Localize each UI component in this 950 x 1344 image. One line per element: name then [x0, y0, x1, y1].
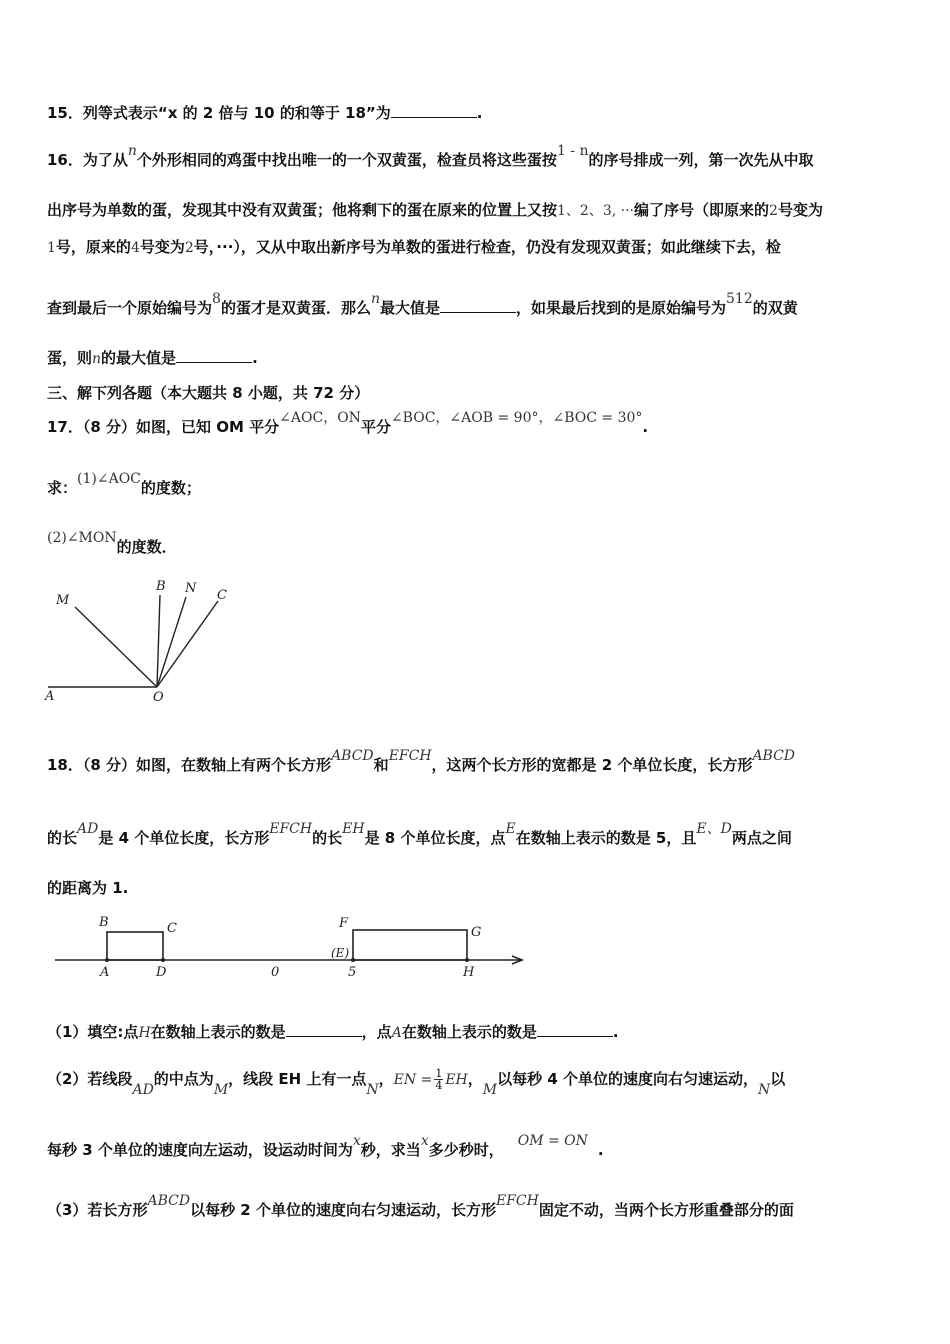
- math-sub1: (1)∠AOC: [77, 471, 141, 487]
- math-4: 4: [130, 240, 140, 256]
- q16-text: 蛋，则: [47, 349, 93, 367]
- ray-om: [75, 607, 157, 687]
- label-d: D: [156, 965, 167, 980]
- q18-text: ，: [467, 1070, 483, 1088]
- q18-text: 的长: [312, 829, 343, 847]
- label-a: A: [45, 689, 55, 704]
- label-b: B: [99, 915, 109, 930]
- q18-text: .: [612, 1023, 619, 1041]
- q18-text: 两点之间: [731, 829, 792, 847]
- q18-text: 是 4 个单位长度，长方形: [98, 829, 270, 847]
- math-512: 512: [726, 291, 753, 307]
- math-conditions: ∠BOC，∠AOB = 90°，∠BOC = 30°: [390, 410, 643, 426]
- q18-sub2-line-2: [47, 1133, 910, 1161]
- math-1: 1: [47, 240, 56, 256]
- math-e: E: [505, 821, 516, 837]
- q17-text: 的度数；: [140, 479, 201, 497]
- rect-abcd: [107, 932, 163, 960]
- math-on: ON: [337, 410, 361, 426]
- q16-text: 的最大值是: [101, 349, 177, 367]
- q18-score: （8 分）: [82, 756, 137, 774]
- math-abcd: ABCD: [752, 748, 796, 764]
- math-n: N: [366, 1082, 379, 1098]
- fraction-denominator: 4: [435, 1079, 443, 1092]
- q18-sub2-line-1: [47, 1067, 910, 1098]
- point-e: [351, 958, 355, 962]
- section-3-title: 三、解下列各题（本大题共 8 小题，共 72 分）: [47, 384, 370, 402]
- q18-text: 的长: [47, 829, 78, 847]
- label-c: C: [167, 921, 177, 936]
- q18-text: 的中点为: [153, 1070, 214, 1088]
- q18-end: .: [597, 1141, 604, 1159]
- q18-text: 每秒 3 个单位的速度向左运动，设运动时间为: [47, 1141, 353, 1159]
- rect-efgh: [353, 930, 467, 960]
- label-f: F: [339, 916, 349, 931]
- q18-line-3: [47, 878, 910, 898]
- q16-text: 的双黄: [752, 299, 798, 317]
- q16-text: 查到最后一个原始编号为: [47, 299, 213, 317]
- q16-text: 号变为: [777, 201, 823, 219]
- q18-line-2: [47, 821, 910, 849]
- label-five: 5: [348, 965, 357, 980]
- math-a: A: [391, 1025, 402, 1041]
- number-line-figure: [50, 910, 530, 982]
- math-n: n: [370, 291, 380, 307]
- q18-text: 以每秒 2 个单位的速度向右匀速运动，长方形: [190, 1201, 496, 1219]
- q18-line-1: [47, 748, 910, 776]
- label-zero: 0: [271, 965, 280, 980]
- math-x: x: [420, 1133, 429, 1149]
- q18-sub1: [47, 1022, 910, 1043]
- q16-text: 个外形相同的鸡蛋中找出唯一的一个双黄蛋，检查员将这些蛋按: [136, 151, 557, 169]
- q18-sub3: [47, 1193, 910, 1221]
- point-h: [465, 958, 469, 962]
- q18-answer-blank-a[interactable]: [537, 1022, 613, 1037]
- math-n: N: [758, 1082, 771, 1098]
- q16-line-4: [47, 291, 910, 319]
- q17-ask: 求：: [47, 479, 78, 497]
- q15-line: [47, 103, 910, 123]
- q16-line-3: [47, 237, 910, 258]
- q18-text: （1）填空:点: [47, 1023, 139, 1041]
- q18-text: 以: [770, 1070, 786, 1088]
- q18-text: ，这两个长方形的宽都是 2 个单位长度，长方形: [431, 756, 753, 774]
- math-2: 2: [184, 240, 194, 256]
- math-ad: AD: [132, 1082, 154, 1098]
- q16-text: 最大值是: [379, 299, 440, 317]
- q18-text: 在数轴上表示的数是: [150, 1023, 286, 1041]
- math-en: EN =: [393, 1072, 433, 1088]
- label-e: (E): [331, 946, 350, 960]
- point-d: [161, 958, 165, 962]
- q16-number: 16．: [47, 151, 83, 169]
- q15-answer-blank[interactable]: [391, 103, 477, 118]
- q16-text: 的蛋才是双黄蛋．那么: [220, 299, 371, 317]
- q18-text: 在数轴上表示的数是 5，且: [515, 829, 697, 847]
- math-eh: EH: [445, 1072, 468, 1088]
- q18-answer-blank-h[interactable]: [286, 1022, 362, 1037]
- q16-line-2: [47, 200, 910, 221]
- math-range: 1 - n: [556, 143, 589, 159]
- q18-text: ，线段 EH 上有一点: [228, 1070, 367, 1088]
- angle-figure: [40, 575, 240, 705]
- q18-text: （2）若线段: [47, 1070, 133, 1088]
- math-n: n: [92, 351, 102, 367]
- q16-text: .: [252, 349, 258, 367]
- math-efch: EFCH: [388, 748, 432, 764]
- q17-text: 如图，已知 OM 平分: [136, 418, 280, 436]
- point-a: [105, 958, 109, 962]
- math-abcd: ABCD: [331, 748, 374, 764]
- q17-line-3: [47, 530, 910, 558]
- math-aoc: ∠AOC，: [279, 410, 338, 426]
- math-ed: E、D: [696, 821, 732, 837]
- q15-end: .: [476, 104, 483, 122]
- q16-text: 号，···），又从中取出新序号为单数的蛋进行检查，仍没有发现双黄蛋；如此继续下去，检: [193, 238, 781, 256]
- label-m: M: [56, 593, 70, 608]
- q15-text: 列等式表示“x 的 2 倍与 10 的和等于 18”为: [82, 104, 391, 122]
- q15-number: 15．: [47, 104, 83, 122]
- q17-line-2: [47, 471, 910, 499]
- q18-text: 秒，求当: [360, 1141, 421, 1159]
- math-eh: EH: [342, 821, 365, 837]
- q18-text: ，点: [361, 1023, 392, 1041]
- q18-text: 在数轴上表示的数是: [401, 1023, 537, 1041]
- math-sub2: (2)∠MON: [47, 530, 117, 546]
- math-abcd: ABCD: [147, 1193, 191, 1209]
- label-g: G: [471, 925, 482, 940]
- q18-text: 固定不动，当两个长方形重叠部分的面: [538, 1201, 794, 1219]
- fraction-one-quarter: [434, 1068, 443, 1091]
- q18-text: 和: [373, 756, 389, 774]
- q18-text: 以每秒 4 个单位的速度向右匀速运动，: [497, 1070, 759, 1088]
- math-h: H: [138, 1025, 151, 1041]
- q16-text: 号变为: [139, 238, 185, 256]
- math-m: M: [482, 1082, 498, 1098]
- math-8: 8: [212, 291, 221, 307]
- q16-text: 号，原来的: [55, 238, 131, 256]
- q16-text: ，如果最后找到的是原始编号为: [516, 299, 727, 317]
- math-n: n: [127, 143, 137, 159]
- math-x: x: [352, 1133, 361, 1149]
- q16-line-1: [47, 143, 910, 171]
- q16-line-5: [47, 348, 910, 369]
- q16-text: 出序号为单数的蛋，发现其中没有双黄蛋；他将剩下的蛋在原来的位置上又按: [47, 201, 558, 219]
- q17-number: 17．: [47, 418, 83, 436]
- q17-text: 的度数．: [116, 538, 177, 556]
- ray-ob: [157, 595, 160, 687]
- q18-text: （3）若长方形: [47, 1201, 148, 1219]
- q17-end: .: [642, 418, 649, 436]
- q18-text: 如图，在数轴上有两个长方形: [136, 756, 332, 774]
- math-m: M: [213, 1082, 229, 1098]
- q18-text: 多少秒时，: [428, 1141, 504, 1159]
- math-efch: EFCH: [269, 821, 313, 837]
- q18-number: 18．: [47, 756, 83, 774]
- label-n: N: [185, 581, 197, 596]
- q17-line-1: [47, 410, 910, 438]
- math-efch: EFCH: [495, 1193, 539, 1209]
- math-seq: 1、2、3, ···: [557, 203, 634, 219]
- q16-answer-blank-2[interactable]: [176, 348, 252, 363]
- label-b: B: [156, 579, 166, 594]
- q16-text: 编了序号（即原来的: [634, 201, 770, 219]
- q17-text: 平分: [360, 418, 391, 436]
- q17-score: （8 分）: [82, 418, 137, 436]
- q18-text: ，: [378, 1070, 394, 1088]
- q18-text: 是 8 个单位长度，点: [364, 829, 506, 847]
- math-om-on: OM = ON: [517, 1133, 588, 1149]
- q16-answer-blank-1[interactable]: [440, 298, 516, 313]
- ray-on: [157, 597, 186, 687]
- q16-text: 为了从: [82, 151, 128, 169]
- math-2: 2: [769, 203, 778, 219]
- fraction-numerator: 1: [435, 1067, 443, 1080]
- math-ad: AD: [77, 821, 99, 837]
- label-a: A: [100, 965, 110, 980]
- q18-text: 的距离为 1.: [47, 879, 129, 897]
- ray-oc: [157, 601, 218, 687]
- section-3-heading: [47, 383, 910, 403]
- q16-text: 的序号排成一列，第一次先从中取: [588, 151, 814, 169]
- label-h: H: [463, 965, 475, 980]
- label-c: C: [217, 588, 227, 603]
- label-o: O: [153, 690, 164, 705]
